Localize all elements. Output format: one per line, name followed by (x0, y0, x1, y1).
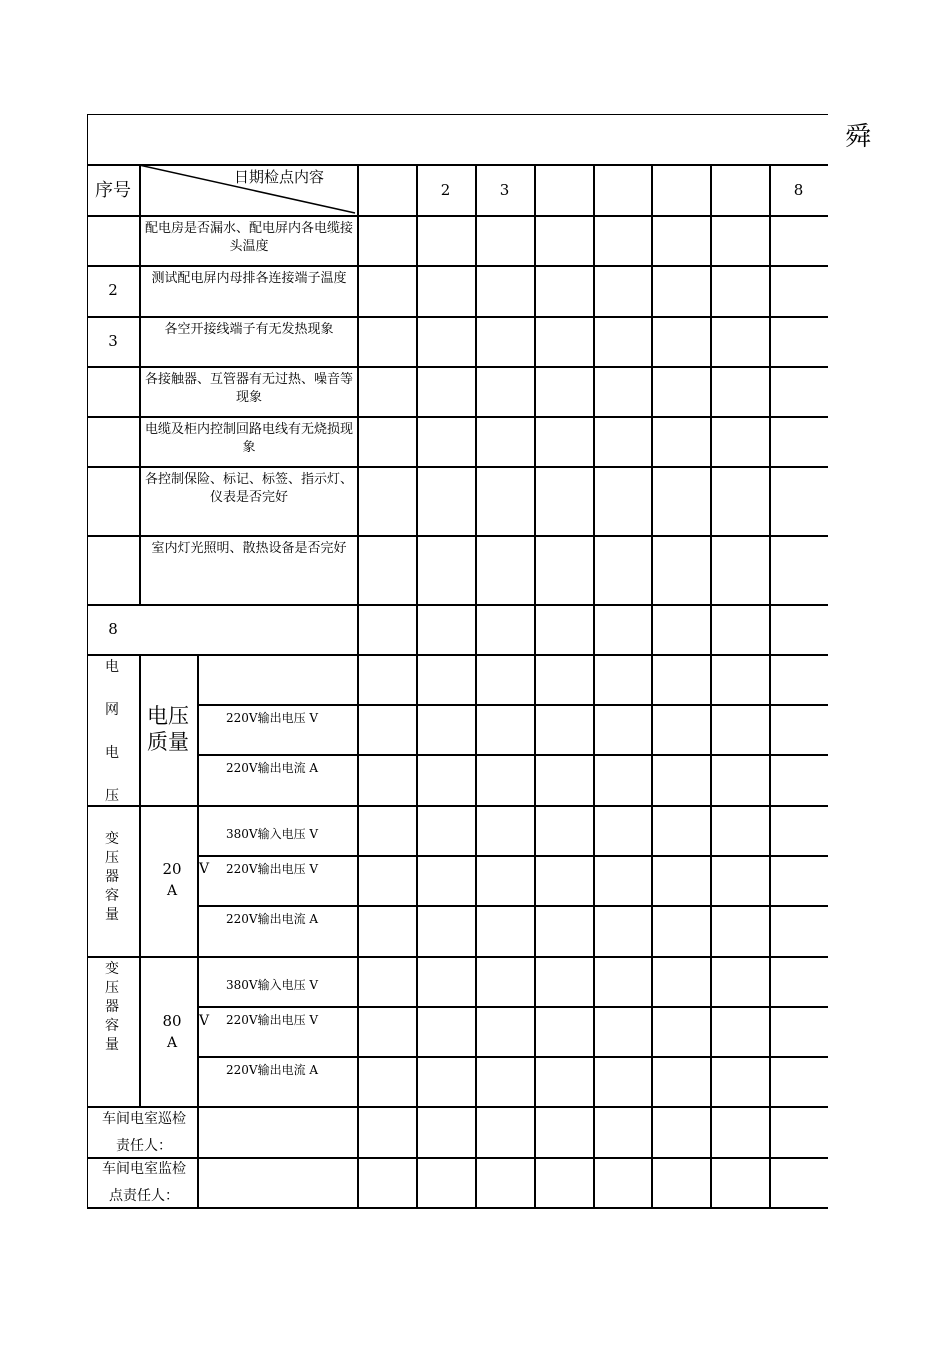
h-rule (139, 654, 197, 656)
date-col-8: 8 (793, 181, 804, 199)
v-rule (197, 805, 199, 1106)
v-rule (651, 164, 653, 1208)
item-row-seq: 2 (108, 281, 118, 299)
transformer1-side-label: 变压器容量 (105, 831, 119, 923)
h-rule (197, 1157, 828, 1159)
date-col-3: 3 (499, 181, 510, 199)
transformer2-capacity: 80 (162, 1012, 182, 1030)
transformer1-capacity: 20 (162, 860, 182, 878)
v-rule (416, 164, 418, 1208)
item-row-content: 配电房是否漏水、配电屏内各电缆接头温度 (144, 221, 353, 254)
h-rule (87, 604, 828, 606)
date-content-header: 日期检点内容 (233, 168, 324, 186)
grid-voltage-item-2: 220V输出电压 V (226, 711, 319, 725)
h-rule (87, 1106, 197, 1108)
h-rule (197, 754, 828, 756)
inspector-label-line2: 责任人： (116, 1138, 172, 1154)
grid-voltage-side-4: 压 (105, 788, 119, 804)
item-row-content: 各空开接线端子有无发热现象 (164, 322, 334, 337)
seq-header: 序号 (95, 180, 131, 201)
v-rule (357, 164, 359, 1208)
transformer2-capacity-unit: A (166, 1035, 178, 1051)
transformer1-item-3: 220V输出电流 A (226, 912, 319, 926)
h-rule (197, 1106, 828, 1108)
transformer1-capacity-unit: A (166, 883, 178, 899)
grid-voltage-side-3: 电 (105, 745, 119, 761)
h-rule (197, 654, 828, 656)
h-rule (87, 416, 828, 418)
h-rule (87, 805, 197, 807)
v-rule (197, 654, 199, 805)
h-rule (197, 905, 828, 907)
supervisor-label-line1: 车间电室监检 (102, 1161, 186, 1177)
h-rule (197, 1006, 828, 1008)
item-row-content: 各接触器、互管器有无过热、噪音等现象 (144, 372, 353, 405)
transformer2-side-label: 变压器容量 (105, 961, 119, 1053)
voltage-quality-label: 电压质量 (147, 704, 189, 754)
item-row-content: 电缆及柜内控制回路电线有无烧损现象 (144, 422, 353, 455)
v-rule (139, 654, 141, 805)
h-rule (87, 366, 828, 368)
h-rule (87, 535, 828, 537)
supervisor-label-line2: 点责任人： (109, 1188, 179, 1204)
transformer2-item-2: 220V输出电压 V (226, 1013, 319, 1027)
transformer2-item-3: 220V输出电流 A (226, 1063, 319, 1077)
h-rule (197, 956, 828, 958)
item-row-content: 各控制保险、标记、标签、指示灯、仪表是否完好 (144, 472, 353, 505)
h-rule (197, 805, 828, 807)
date-col-2: 2 (440, 181, 451, 199)
v-rule (475, 164, 477, 1208)
item-row-seq: 3 (108, 332, 118, 350)
grid-voltage-side-2: 网 (105, 702, 119, 718)
h-rule (87, 265, 828, 267)
v-rule (710, 164, 712, 1208)
transformer2-item-1: 380V输入电压 V (226, 978, 319, 992)
grid-voltage-item-3: 220V输出电流 A (226, 761, 319, 775)
v-rule (534, 164, 536, 1208)
h-rule (87, 956, 197, 958)
h-rule (87, 466, 828, 468)
inspector-label-line1: 车间电室巡检 (102, 1111, 186, 1127)
title-row (87, 114, 828, 164)
h-rule (197, 704, 828, 706)
page-title: 舜 (845, 122, 872, 152)
transformer1-item-2: 220V输出电压 V (226, 862, 319, 876)
transformer1-item-1: 380V输入电压 V (226, 827, 319, 841)
v-rule (139, 805, 141, 1106)
h-rule (87, 1157, 197, 1159)
v-rule (769, 164, 771, 1208)
h-rule (197, 855, 828, 857)
grid-voltage-side-1: 电 (105, 659, 119, 675)
h-rule (197, 1056, 828, 1058)
v-rule (139, 164, 141, 604)
item-row-content: 测试配电屏内母排各连接端子温度 (151, 271, 347, 286)
v-rule (87, 114, 88, 1208)
h-rule (87, 215, 828, 217)
h-rule (87, 316, 828, 318)
item-row-seq: 8 (108, 620, 118, 638)
transformer1-v-mark: V (198, 861, 210, 877)
v-rule (593, 164, 595, 1208)
transformer2-v-mark: V (198, 1013, 210, 1029)
item-row-content: 室内灯光照明、散热设备是否完好 (151, 541, 347, 556)
